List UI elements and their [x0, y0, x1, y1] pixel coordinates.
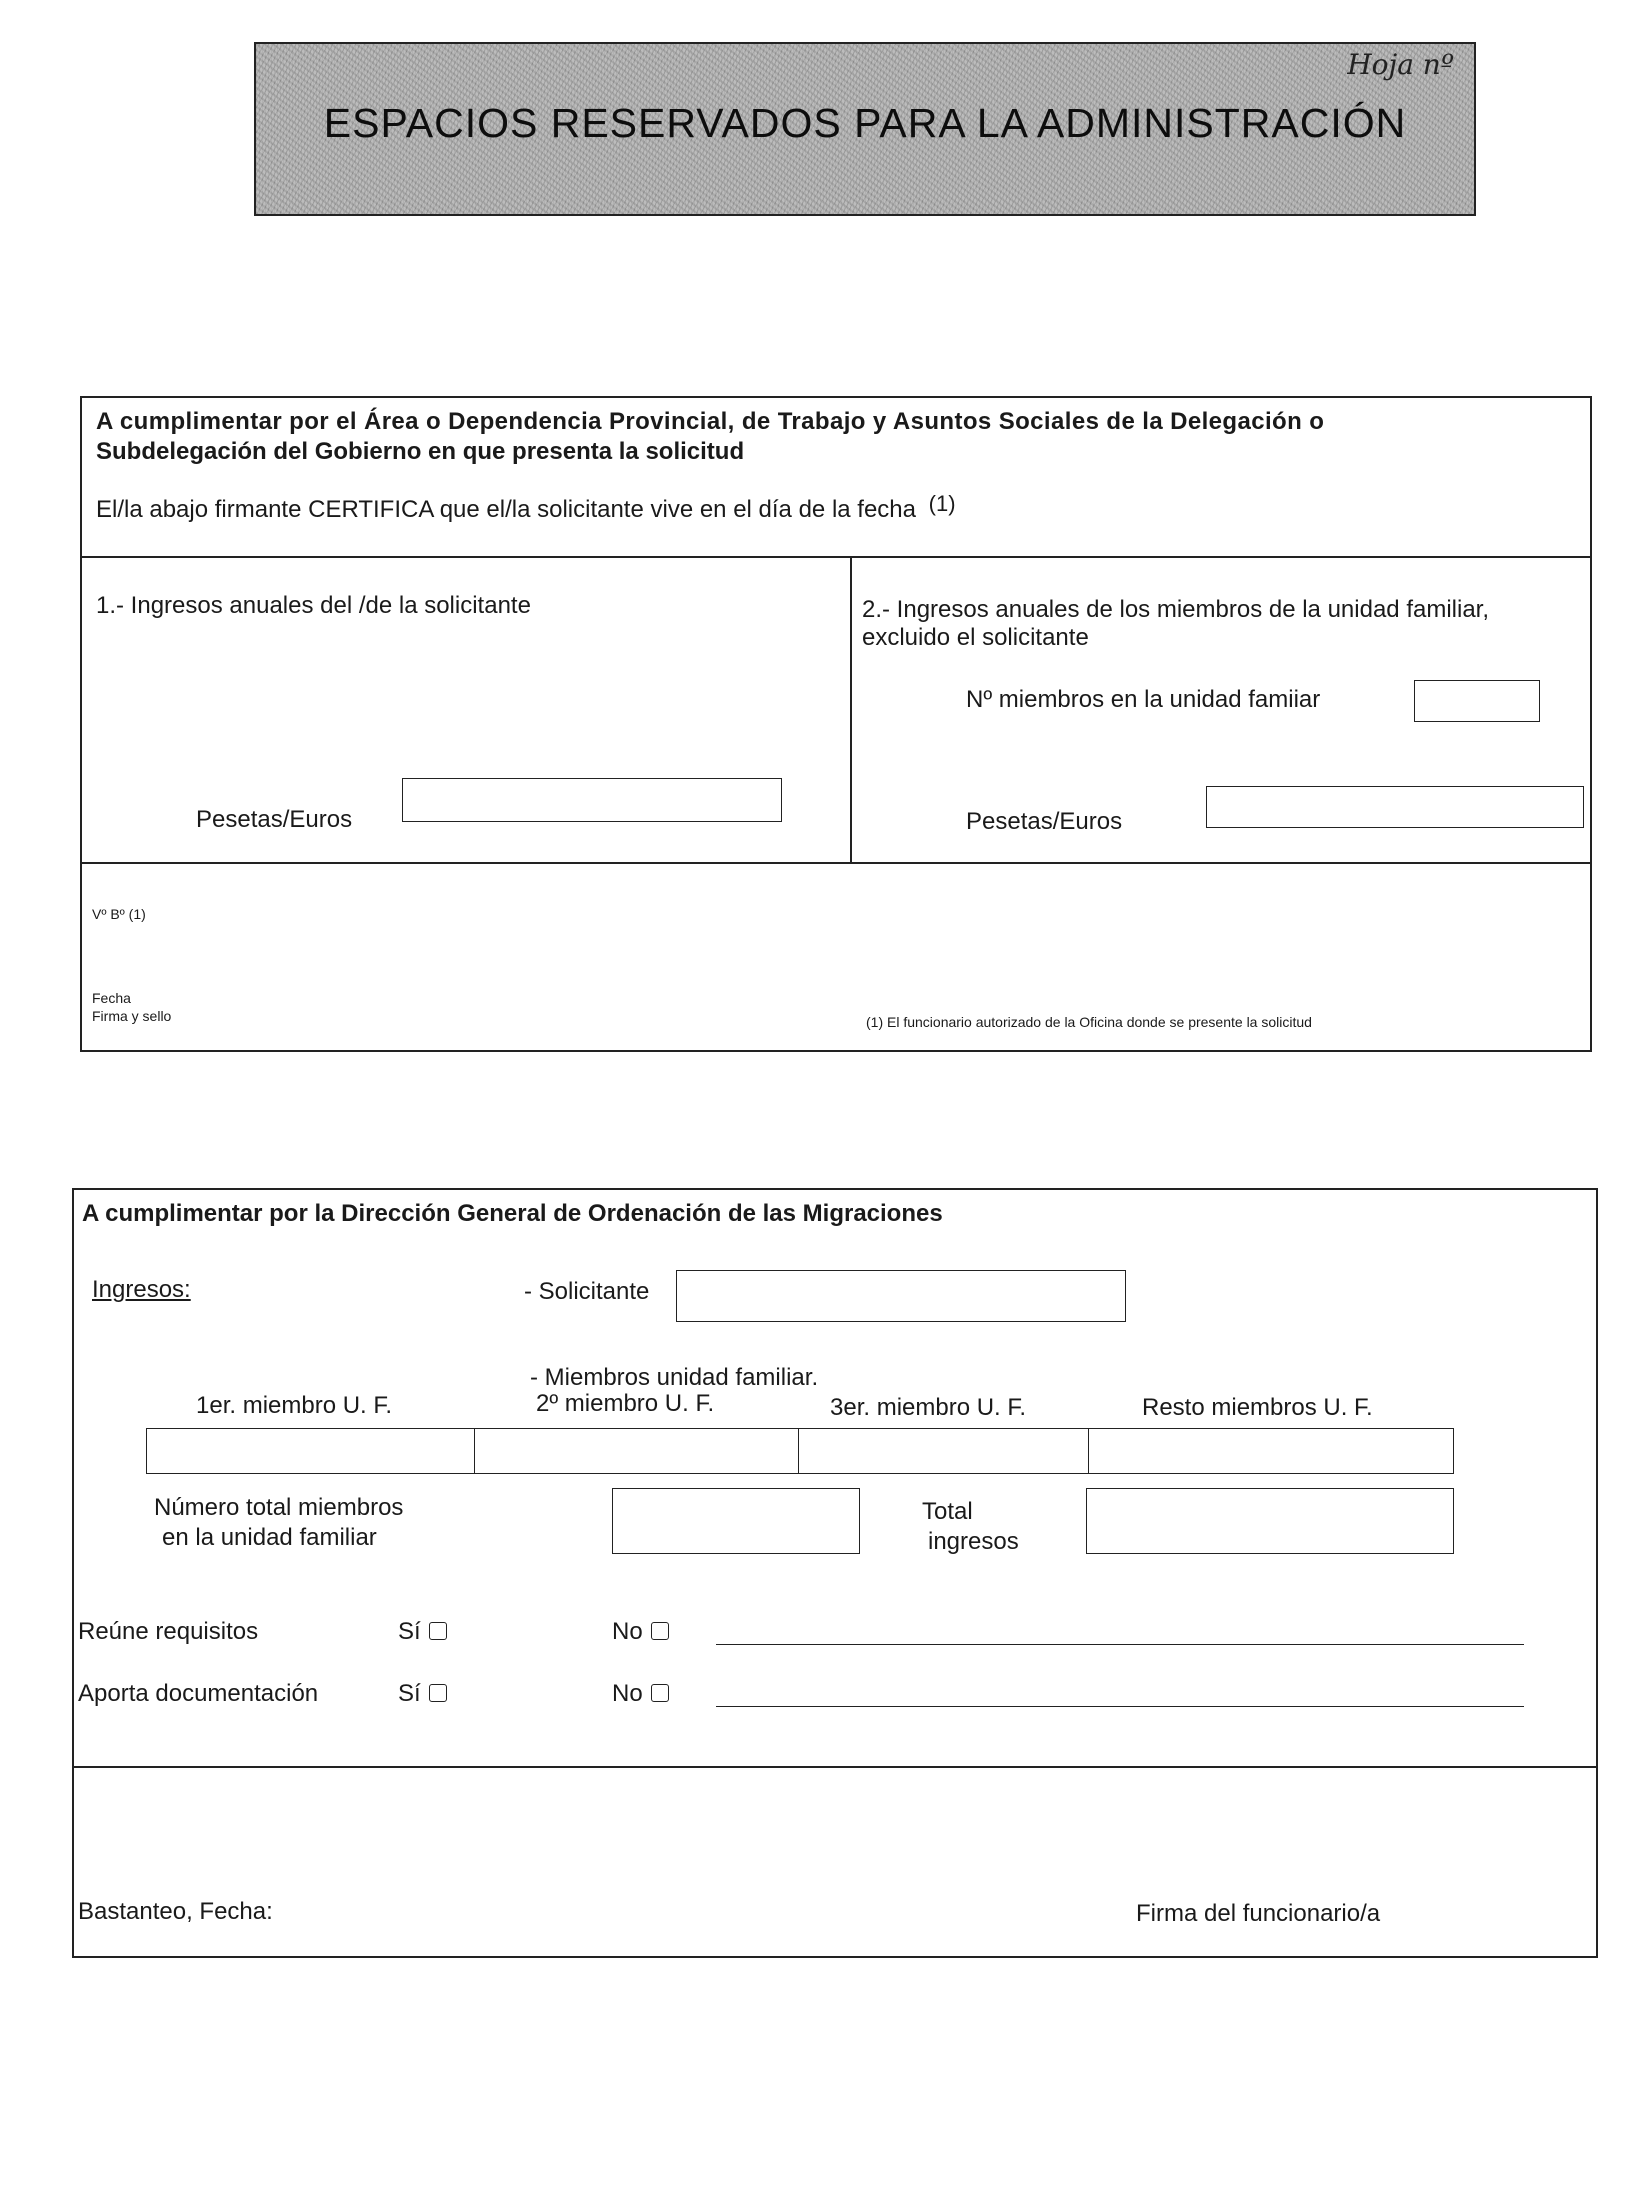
ingresos-label: Ingresos: [92, 1276, 191, 1303]
member-income-field-4[interactable] [1088, 1428, 1454, 1474]
solicitante-income-field[interactable] [402, 778, 782, 822]
divider [80, 556, 1592, 558]
admin-banner [254, 42, 1476, 216]
aporta-no-option[interactable] [612, 1680, 669, 1708]
aporta-si-option[interactable] [398, 1680, 447, 1708]
member-header-3: 3er. miembro U. F. [830, 1394, 1027, 1421]
solicitante-label: - Solicitante [524, 1278, 650, 1305]
member-income-field-1[interactable] [146, 1428, 476, 1474]
member-income-field-2[interactable] [474, 1428, 800, 1474]
reune-no-label: No [612, 1618, 643, 1645]
total-ingresos-field[interactable] [1086, 1488, 1454, 1554]
reune-si-label: Sí [398, 1618, 421, 1645]
reune-notes-line[interactable] [716, 1644, 1524, 1645]
member-income-row [146, 1428, 1454, 1474]
reune-si-option[interactable] [398, 1618, 447, 1646]
family-members-field[interactable] [1414, 680, 1540, 722]
divider [72, 1766, 1598, 1768]
certifica-statement: El/la abajo firmante CERTIFICA que el/la solicitante vive en el día de la fecha [96, 496, 916, 523]
footnote-text: (1) El funcionario autorizado de la Oficina donde se presente la solicitud [866, 1014, 1312, 1030]
reune-no-option[interactable] [612, 1618, 669, 1646]
solicitante-ingresos-field[interactable] [676, 1270, 1126, 1322]
column-divider [850, 556, 852, 862]
visto-bueno-label: Vº Bº (1) [92, 906, 146, 922]
aporta-si-checkbox[interactable] [429, 1684, 447, 1702]
reune-si-checkbox[interactable] [429, 1622, 447, 1640]
migraciones-heading: A cumplimentar por la Dirección General de Ordenación de las Migraciones [82, 1200, 943, 1227]
reune-requisitos-label: Reúne requisitos [78, 1618, 259, 1645]
aporta-si-label: Sí [398, 1680, 421, 1707]
provincial-section [80, 396, 1592, 1052]
col2-currency-label: Pesetas/Euros [966, 808, 1123, 835]
firma-funcionario-label: Firma del funcionario/a [1136, 1900, 1381, 1927]
col1-currency-label: Pesetas/Euros [196, 806, 353, 833]
total-ingresos-label-line1: Total [922, 1498, 973, 1525]
member-header-1: 1er. miembro U. F. [196, 1392, 393, 1419]
aporta-documentacion-label: Aporta documentación [78, 1680, 319, 1707]
miembros-label: - Miembros unidad familiar. [530, 1364, 819, 1391]
banner-title: ESPACIOS RESERVADOS PARA LA ADMINISTRACIÓN [323, 100, 1407, 146]
fecha-label: Fecha [92, 990, 131, 1006]
total-members-field[interactable] [612, 1488, 860, 1554]
family-members-label: Nº miembros en la unidad famiiar [966, 686, 1321, 713]
bastanteo-fecha-label: Bastanteo, Fecha: [78, 1898, 273, 1925]
certifica-footnote-ref: (1) [928, 491, 956, 516]
provincial-heading-line2: Subdelegación del Gobierno en que presenta la solicitud [96, 438, 745, 465]
aporta-no-checkbox[interactable] [651, 1684, 669, 1702]
total-ingresos-label-line2: ingresos [928, 1528, 1019, 1555]
aporta-no-label: No [612, 1680, 643, 1707]
solicitante-income-label: 1.- Ingresos anuales del /de la solicitante [96, 592, 531, 619]
aporta-notes-line[interactable] [716, 1706, 1524, 1707]
family-income-field[interactable] [1206, 786, 1584, 828]
certifica-text [96, 491, 956, 524]
member-header-2: 2º miembro U. F. [536, 1390, 715, 1417]
page-number-mark: Hoja nº [1347, 48, 1454, 81]
provincial-heading-line1: A cumplimentar por el Área o Dependencia Provincial, de Trabajo y Asuntos Sociales de la Delegación o [96, 408, 1325, 435]
firma-sello-label: Firma y sello [92, 1008, 172, 1024]
total-members-label-line2: en la unidad familiar [162, 1524, 377, 1551]
divider [80, 862, 1592, 864]
member-income-field-3[interactable] [798, 1428, 1090, 1474]
member-header-4: Resto miembros U. F. [1142, 1394, 1373, 1421]
reune-no-checkbox[interactable] [651, 1622, 669, 1640]
family-income-label-line2: excluido el solicitante [862, 624, 1089, 651]
total-members-label-line1: Número total miembros [154, 1494, 404, 1521]
family-income-label-line1: 2.- Ingresos anuales de los miembros de la unidad familiar, [862, 596, 1489, 623]
